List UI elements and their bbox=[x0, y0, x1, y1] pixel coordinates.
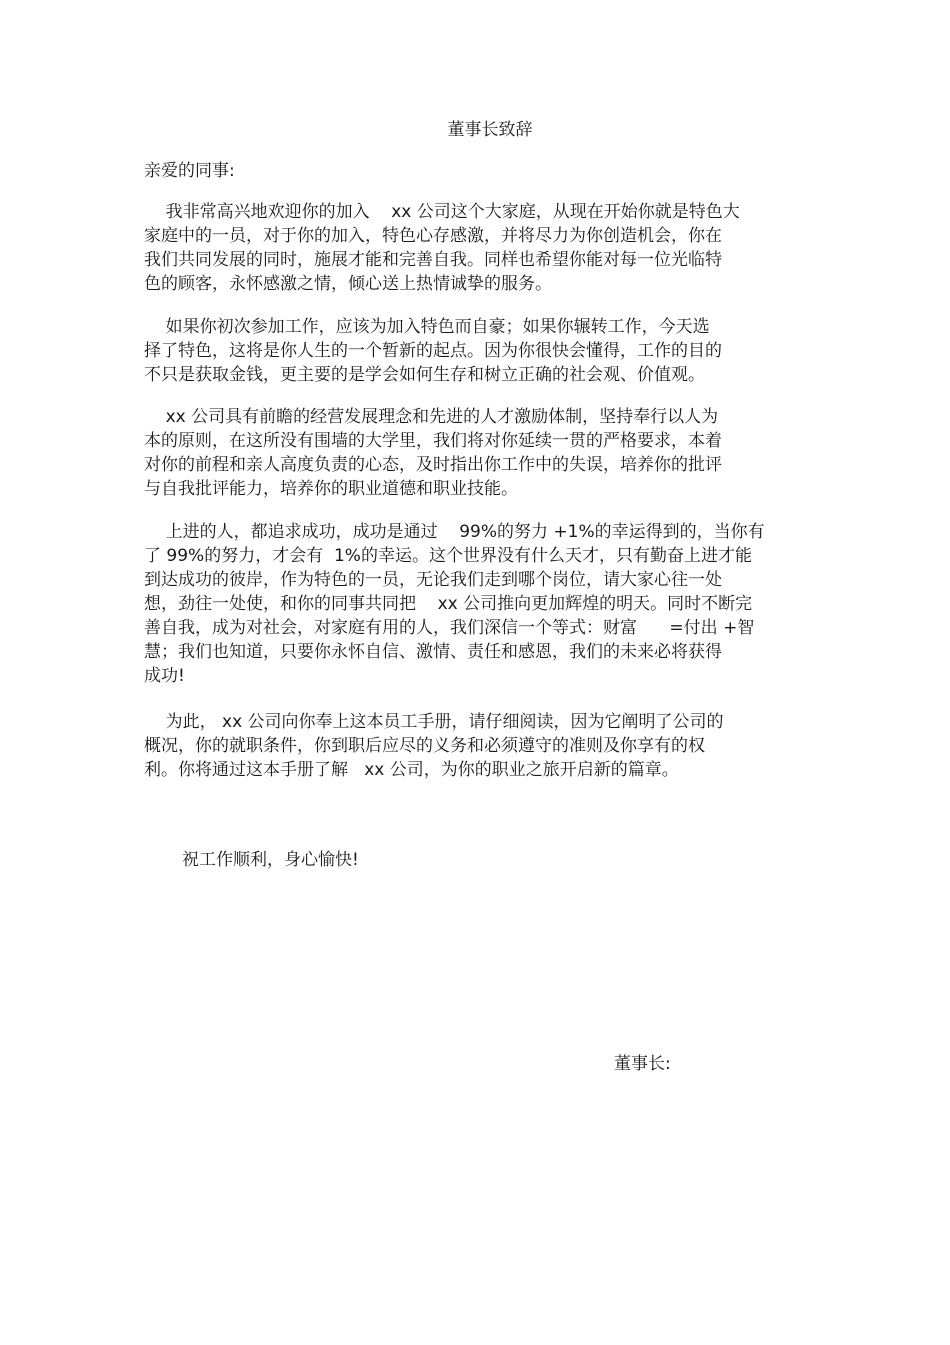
paragraph-line: 想，劲往一处使，和你的同事共同把 xx 公司推向更加辉煌的明天。同时不断完 bbox=[144, 594, 753, 614]
paragraph-company-philosophy bbox=[144, 405, 794, 501]
paragraph-line: 了 99%的努力，才会有 1%的幸运。这个世界没有什么天才，只有勤奋上进才能 bbox=[144, 546, 752, 566]
paragraph-line: 与自我批评能力，培养你的职业道德和职业技能。 bbox=[144, 479, 518, 499]
paragraph-line: 为此， xx 公司向你奉上这本员工手册，请仔细阅读，因为它阐明了公司的 bbox=[144, 712, 724, 732]
paragraph-line: 我们共同发展的同时，施展才能和完善自我。同样也希望你能对每一位光临特 bbox=[144, 250, 722, 270]
paragraph-line: 择了特色，这将是你人生的一个暂新的起点。因为你很快会懂得，工作的目的 bbox=[144, 341, 722, 361]
paragraph-handbook bbox=[144, 710, 794, 782]
paragraph-line: 本的原则，在这所没有围墙的大学里，我们将对你延续一贯的严格要求，本着 bbox=[144, 431, 722, 451]
paragraph-line: 利。你将通过这本手册了解 xx 公司，为你的职业之旅开启新的篇章。 bbox=[144, 760, 679, 780]
paragraph-line: 不只是获取金钱，更主要的是学会如何生存和树立正确的社会观、价值观。 bbox=[144, 365, 705, 385]
paragraph-line: 家庭中的一员，对于你的加入，特色心存感激，并将尽力为你创造机会，你在 bbox=[144, 226, 722, 246]
paragraph-line: 色的顾客，永怀感激之情，倾心送上热情诚挚的服务。 bbox=[144, 274, 552, 294]
paragraph-line: 成功! bbox=[144, 666, 185, 686]
paragraph-line: 上进的人，都追求成功，成功是通过 99%的努力 +1%的幸运得到的，当你有 bbox=[144, 522, 765, 542]
paragraph-line: 对你的前程和亲人高度负责的心态，及时指出你工作中的失误，培养你的批评 bbox=[144, 455, 722, 475]
paragraph-line: 善自我，成为对社会，对家庭有用的人，我们深信一个等式：财富 =付出 +智 bbox=[144, 618, 755, 638]
paragraph-line: xx 公司具有前瞻的经营发展理念和先进的人才激励体制，坚持奉行以人为 bbox=[144, 407, 719, 427]
signature-label: 董事长: bbox=[614, 1054, 671, 1074]
paragraph-line: 到达成功的彼岸，作为特色的一员，无论我们走到哪个岗位，请大家心往一处 bbox=[144, 570, 722, 590]
paragraph-line: 我非常高兴地欢迎你的加入 xx 公司这个大家庭，从现在开始你就是特色大 bbox=[144, 202, 740, 222]
paragraph-line: 概况，你的就职条件，你到职后应尽的义务和必须遵守的准则及你享有的权 bbox=[144, 736, 705, 756]
salutation: 亲爱的同事: bbox=[144, 161, 235, 181]
closing-wish: 祝工作顺利，身心愉快! bbox=[182, 850, 359, 870]
paragraph-welcome bbox=[144, 200, 794, 296]
document-title: 董事长致辞 bbox=[447, 120, 533, 140]
paragraph-new-start bbox=[144, 315, 794, 387]
paragraph-line: 如果你初次参加工作，应该为加入特色而自豪；如果你辗转工作，今天选 bbox=[144, 317, 710, 337]
paragraph-line: 慧；我们也知道，只要你永怀自信、激情、责任和感恩，我们的未来必将获得 bbox=[144, 642, 722, 662]
paragraph-success bbox=[144, 520, 794, 688]
